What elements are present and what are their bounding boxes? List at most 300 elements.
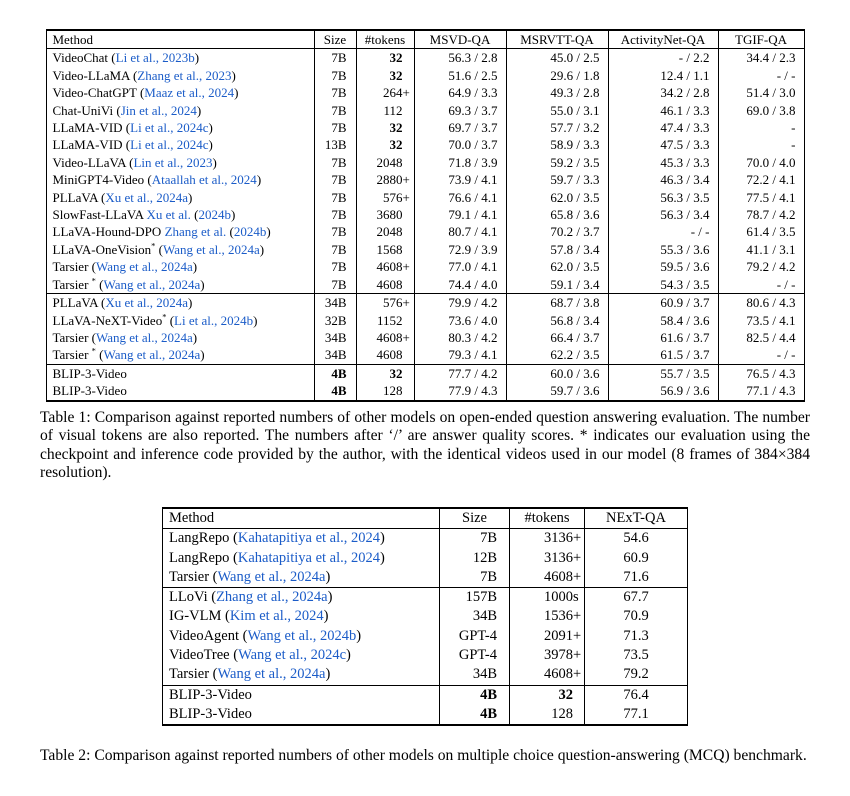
size-cell: 7B bbox=[314, 84, 356, 101]
method-cell bbox=[46, 102, 314, 119]
table-row bbox=[46, 49, 804, 67]
method-text: BLIP-3-Video bbox=[169, 705, 252, 722]
method-text: Tarsier bbox=[52, 276, 92, 292]
method-cell bbox=[46, 258, 314, 275]
score-cell: 72.9 / 3.9 bbox=[414, 241, 506, 258]
size-cell: 12B bbox=[440, 549, 510, 568]
score-cell: - bbox=[718, 136, 804, 153]
score-cell: 41.1 / 3.1 bbox=[718, 241, 804, 258]
method-text: ( bbox=[166, 312, 175, 328]
method-cell bbox=[46, 346, 314, 364]
score-cell: 76.4 bbox=[585, 685, 688, 705]
score-cell: 46.3 / 3.4 bbox=[608, 171, 718, 188]
table-row bbox=[163, 529, 688, 549]
column-header-method: Method bbox=[46, 30, 314, 49]
citation-link[interactable]: Zhang et al., 2023 bbox=[137, 67, 232, 83]
citation-link[interactable]: Zhang et al. bbox=[164, 224, 227, 240]
size-cell: 7B bbox=[440, 568, 510, 588]
method-text: LLaVA-NeXT-Video bbox=[52, 312, 163, 328]
tokens-cell bbox=[356, 206, 414, 223]
method-text: ) bbox=[259, 241, 265, 257]
score-cell: 56.3 / 3.4 bbox=[608, 206, 718, 223]
table-row bbox=[46, 312, 804, 329]
tokens-cell bbox=[356, 223, 414, 240]
method-text: SlowFast-LLaVA bbox=[52, 207, 147, 223]
table-row bbox=[46, 67, 804, 84]
score-cell: 55.7 / 3.5 bbox=[608, 364, 718, 382]
score-cell: 60.9 bbox=[585, 549, 688, 568]
column-header-tokens: #tokens bbox=[356, 30, 414, 49]
score-cell: 77.0 / 4.1 bbox=[414, 258, 506, 275]
method-cell bbox=[163, 665, 440, 685]
method-text: ) bbox=[208, 120, 213, 136]
score-cell: 56.9 / 3.6 bbox=[608, 382, 718, 400]
method-text: ) bbox=[380, 530, 385, 547]
table-row bbox=[46, 329, 804, 346]
table-group bbox=[46, 364, 804, 400]
score-cell: 49.3 / 2.8 bbox=[506, 84, 608, 101]
method-text: ) bbox=[208, 137, 213, 153]
column-header-method: Method bbox=[163, 508, 440, 529]
score-cell: 78.7 / 4.2 bbox=[718, 206, 804, 223]
tokens-cell bbox=[356, 189, 414, 206]
size-cell: 34B bbox=[314, 346, 356, 364]
header-row bbox=[46, 30, 804, 49]
tokens-number: 2048 bbox=[376, 154, 403, 170]
size-cell: 7B bbox=[314, 102, 356, 119]
tokens-number: 1000 bbox=[544, 589, 573, 606]
score-cell: 77.7 / 4.2 bbox=[414, 364, 506, 382]
score-cell: 12.4 / 1.1 bbox=[608, 67, 718, 84]
tokens-cell bbox=[510, 705, 585, 725]
method-text: ( bbox=[155, 241, 163, 257]
tokens-cell bbox=[356, 294, 414, 312]
size-cell: GPT-4 bbox=[440, 646, 510, 665]
tokens-number: 32 bbox=[389, 365, 403, 381]
citation-link[interactable]: Lin et al., 2023 bbox=[133, 154, 213, 170]
table-row bbox=[163, 627, 688, 646]
method-cell bbox=[46, 206, 314, 223]
method-cell bbox=[163, 549, 440, 568]
score-cell: 70.0 / 3.7 bbox=[414, 136, 506, 153]
method-text: ) bbox=[188, 295, 193, 311]
method-text: LangRepo ( bbox=[169, 530, 238, 547]
superscript-star: * bbox=[151, 240, 156, 251]
tokens-cell bbox=[356, 102, 414, 119]
score-cell: 82.5 / 4.4 bbox=[718, 329, 804, 346]
method-text: ) bbox=[231, 67, 236, 83]
tokens-cell bbox=[356, 312, 414, 329]
score-cell: 72.2 / 4.1 bbox=[718, 171, 804, 188]
citation-link[interactable]: Jin et al., 2024 bbox=[120, 102, 197, 118]
table-row bbox=[163, 549, 688, 568]
table-2 bbox=[162, 507, 688, 726]
score-cell: 58.4 / 3.6 bbox=[608, 312, 718, 329]
score-cell: 76.6 / 4.1 bbox=[414, 189, 506, 206]
score-cell: 79.9 / 4.2 bbox=[414, 294, 506, 312]
method-cell bbox=[46, 382, 314, 400]
method-text: MiniGPT4-Video ( bbox=[52, 172, 152, 188]
table-row bbox=[163, 588, 688, 608]
method-text: Tarsier ( bbox=[52, 329, 96, 345]
tokens-number: 128 bbox=[383, 383, 403, 399]
method-cell bbox=[163, 568, 440, 588]
column-header-next-qa: NExT-QA bbox=[585, 508, 688, 529]
method-cell bbox=[163, 607, 440, 626]
score-cell: 71.3 bbox=[585, 627, 688, 646]
method-cell bbox=[46, 312, 314, 329]
size-cell: 7B bbox=[314, 258, 356, 275]
citation-link[interactable]: Wang et al., 2024a bbox=[217, 666, 326, 683]
size-cell: 7B bbox=[440, 529, 510, 549]
method-text: ) bbox=[380, 549, 385, 566]
score-cell: - / - bbox=[718, 346, 804, 364]
score-cell: 71.8 / 3.9 bbox=[414, 154, 506, 171]
tokens-number: 32 bbox=[389, 50, 403, 66]
size-cell: 34B bbox=[440, 665, 510, 685]
tokens-cell bbox=[356, 241, 414, 258]
tokens-cell bbox=[356, 154, 414, 171]
method-text: IG-VLM ( bbox=[169, 608, 230, 625]
score-cell: 73.5 bbox=[585, 646, 688, 665]
score-cell: 57.7 / 3.2 bbox=[506, 119, 608, 136]
tokens-cell bbox=[510, 549, 585, 568]
method-cell bbox=[46, 67, 314, 84]
score-cell: 47.5 / 3.3 bbox=[608, 136, 718, 153]
citation-link[interactable]: Li et al., 2024b bbox=[174, 312, 254, 328]
score-cell: 56.3 / 2.8 bbox=[414, 49, 506, 67]
column-header-activitynet-qa: ActivityNet-QA bbox=[608, 30, 718, 49]
score-cell: 45.0 / 2.5 bbox=[506, 49, 608, 67]
tokens-number: 4608 bbox=[376, 259, 403, 275]
table-row bbox=[46, 84, 804, 101]
method-text: ) bbox=[253, 312, 258, 328]
method-text: VideoTree ( bbox=[169, 646, 239, 663]
tokens-number: 1568 bbox=[376, 241, 403, 257]
score-cell: - / - bbox=[718, 67, 804, 84]
method-cell bbox=[163, 685, 440, 705]
score-cell: 70.2 / 3.7 bbox=[506, 223, 608, 240]
tokens-number: 4608 bbox=[376, 329, 403, 345]
score-cell: 45.3 / 3.3 bbox=[608, 154, 718, 171]
tokens-suffix: + bbox=[402, 329, 410, 345]
method-cell bbox=[46, 154, 314, 171]
score-cell: 79.2 bbox=[585, 665, 688, 685]
score-cell: 70.9 bbox=[585, 607, 688, 626]
method-text: ) bbox=[194, 50, 200, 66]
tokens-suffix: + bbox=[402, 259, 410, 275]
method-text: ( bbox=[226, 224, 234, 240]
tokens-cell bbox=[356, 84, 414, 101]
score-cell: 67.7 bbox=[585, 588, 688, 608]
method-text: LLaMA-VID ( bbox=[52, 137, 131, 153]
method-text: ) bbox=[200, 276, 205, 292]
table-row bbox=[163, 705, 688, 725]
tokens-number: 2880 bbox=[376, 172, 403, 188]
tokens-cell bbox=[356, 49, 414, 67]
method-text: ) bbox=[356, 627, 362, 644]
score-cell: 59.5 / 3.6 bbox=[608, 258, 718, 275]
score-cell: 64.9 / 3.3 bbox=[414, 84, 506, 101]
table-row bbox=[46, 171, 804, 188]
method-text: ) bbox=[327, 589, 333, 606]
citation-link[interactable]: Wang et al., 2024a bbox=[103, 347, 201, 363]
size-cell: 4B bbox=[314, 364, 356, 382]
citation-link[interactable]: 2024b bbox=[233, 224, 267, 240]
table-1-header bbox=[46, 30, 804, 49]
citation-link[interactable]: Wang et al., 2024a bbox=[95, 259, 193, 275]
tokens-suffix: + bbox=[573, 666, 582, 683]
score-cell: 62.2 / 3.5 bbox=[506, 346, 608, 364]
citation-link[interactable]: Xu et al., 2024a bbox=[105, 189, 189, 205]
tokens-cell bbox=[356, 276, 414, 294]
method-text: ) bbox=[323, 608, 329, 625]
tokens-cell bbox=[356, 329, 414, 346]
tokens-number: 576 bbox=[383, 189, 403, 205]
table-group bbox=[163, 685, 688, 725]
tokens-cell bbox=[356, 382, 414, 400]
score-cell: 59.1 / 3.4 bbox=[506, 276, 608, 294]
citation-link[interactable]: Li et al., 2023b bbox=[115, 50, 195, 66]
score-cell: 56.8 / 3.4 bbox=[506, 312, 608, 329]
size-cell: 4B bbox=[314, 382, 356, 400]
tokens-number: 2091 bbox=[544, 627, 573, 644]
score-cell: 62.0 / 3.5 bbox=[506, 189, 608, 206]
citation-link[interactable]: Kahatapitiya et al., 2024 bbox=[237, 549, 380, 566]
method-cell bbox=[163, 588, 440, 608]
score-cell: 73.9 / 4.1 bbox=[414, 171, 506, 188]
tokens-cell bbox=[510, 685, 585, 705]
superscript-star: * bbox=[91, 346, 96, 356]
tokens-cell bbox=[510, 627, 585, 646]
method-text: LangRepo ( bbox=[169, 549, 238, 566]
score-cell: 54.6 bbox=[585, 529, 688, 549]
tokens-suffix: + bbox=[402, 189, 410, 205]
citation-link[interactable]: Xu et al. bbox=[146, 207, 191, 223]
tokens-number: 32 bbox=[389, 67, 403, 83]
tokens-number: 32 bbox=[389, 120, 403, 136]
method-cell bbox=[163, 646, 440, 665]
citation-link[interactable]: Wang et al., 2024c bbox=[238, 646, 347, 663]
score-cell: 77.1 / 4.3 bbox=[718, 382, 804, 400]
table-1-caption: Table 1: Comparison against reported numbers of other models on open-ended question answering evaluation. The number of visual tokens are also reported. The numbers after ‘/’ are answer quality scores. * indicates our evaluation using the checkpoint and inference code provided by the author, with the identical videos used in our model (8 frames of 384×384 resolution). bbox=[40, 408, 810, 482]
table-row bbox=[46, 154, 804, 171]
method-cell bbox=[163, 705, 440, 725]
tokens-suffix: + bbox=[573, 627, 582, 644]
table-row bbox=[46, 258, 804, 275]
tokens-number: 3136 bbox=[544, 530, 573, 547]
citation-link[interactable]: Li et al., 2024c bbox=[130, 137, 209, 153]
score-cell: 46.1 / 3.3 bbox=[608, 102, 718, 119]
score-cell: - / - bbox=[718, 276, 804, 294]
tokens-number: 3136 bbox=[544, 549, 573, 566]
method-text: PLLaVA ( bbox=[52, 295, 106, 311]
score-cell: 76.5 / 4.3 bbox=[718, 364, 804, 382]
size-cell: 7B bbox=[314, 189, 356, 206]
tokens-number: 4608 bbox=[376, 347, 403, 363]
method-text: ) bbox=[196, 102, 202, 118]
size-cell: 13B bbox=[314, 136, 356, 153]
citation-link[interactable]: Li et al., 2024c bbox=[130, 120, 209, 136]
method-text: ) bbox=[325, 666, 331, 683]
score-cell: 77.9 / 4.3 bbox=[414, 382, 506, 400]
method-text: BLIP-3-Video bbox=[52, 383, 127, 399]
score-cell: 73.5 / 4.1 bbox=[718, 312, 804, 329]
size-cell: 7B bbox=[314, 171, 356, 188]
table-1 bbox=[46, 29, 805, 402]
table-row bbox=[163, 646, 688, 665]
size-cell: 157B bbox=[440, 588, 510, 608]
tokens-suffix: + bbox=[402, 85, 410, 101]
method-text: BLIP-3-Video bbox=[52, 365, 127, 381]
tokens-number: 112 bbox=[383, 102, 403, 118]
tokens-number: 3978 bbox=[544, 646, 573, 663]
tokens-number: 4608 bbox=[376, 276, 403, 292]
size-cell: 7B bbox=[314, 154, 356, 171]
method-text: ) bbox=[234, 85, 239, 101]
score-cell: 66.4 / 3.7 bbox=[506, 329, 608, 346]
method-cell bbox=[46, 364, 314, 382]
table-group bbox=[46, 49, 804, 294]
score-cell: 68.7 / 3.8 bbox=[506, 294, 608, 312]
tokens-number: 576 bbox=[383, 295, 403, 311]
method-cell bbox=[163, 529, 440, 549]
tokens-cell bbox=[510, 568, 585, 588]
tokens-number: 264 bbox=[383, 85, 403, 101]
table-row bbox=[163, 568, 688, 588]
method-cell bbox=[46, 276, 314, 294]
method-text: Tarsier ( bbox=[169, 568, 218, 585]
table-2-caption: Table 2: Comparison against reported numbers of other models on multiple choice question-answering (MCQ) benchmark. bbox=[40, 747, 807, 765]
tokens-suffix: + bbox=[402, 295, 410, 311]
score-cell: 34.2 / 2.8 bbox=[608, 84, 718, 101]
score-cell: 79.1 / 4.1 bbox=[414, 206, 506, 223]
score-cell: 79.2 / 4.2 bbox=[718, 258, 804, 275]
score-cell: 29.6 / 1.8 bbox=[506, 67, 608, 84]
citation-link[interactable]: Wang et al., 2024a bbox=[95, 329, 193, 345]
score-cell: 58.9 / 3.3 bbox=[506, 136, 608, 153]
method-text: ) bbox=[192, 259, 198, 275]
method-cell bbox=[46, 223, 314, 240]
tokens-number: 32 bbox=[389, 137, 403, 153]
size-cell: GPT-4 bbox=[440, 627, 510, 646]
score-cell: 69.3 / 3.7 bbox=[414, 102, 506, 119]
method-text: Video-ChatGPT ( bbox=[52, 85, 145, 101]
column-header-size: Size bbox=[440, 508, 510, 529]
method-text: ) bbox=[192, 329, 198, 345]
table-row bbox=[46, 102, 804, 119]
tokens-cell bbox=[356, 136, 414, 153]
method-text: ) bbox=[266, 224, 271, 240]
citation-link[interactable]: Kim et al., 2024 bbox=[229, 608, 324, 625]
size-cell: 7B bbox=[314, 206, 356, 223]
table-row bbox=[46, 223, 804, 240]
table-row bbox=[46, 206, 804, 223]
method-cell bbox=[46, 329, 314, 346]
score-cell: 59.7 / 3.3 bbox=[506, 171, 608, 188]
table-row bbox=[46, 364, 804, 382]
size-cell: 7B bbox=[314, 276, 356, 294]
score-cell: 61.5 / 3.7 bbox=[608, 346, 718, 364]
method-cell bbox=[46, 49, 314, 67]
tokens-number: 128 bbox=[551, 705, 573, 722]
score-cell: 80.7 / 4.1 bbox=[414, 223, 506, 240]
citation-link[interactable]: Wang et al., 2024a bbox=[162, 241, 260, 257]
method-text: ) bbox=[212, 154, 217, 170]
score-cell: 80.6 / 4.3 bbox=[718, 294, 804, 312]
citation-link[interactable]: Maaz et al., 2024 bbox=[144, 85, 235, 101]
table-row bbox=[46, 346, 804, 364]
tokens-number: 32 bbox=[558, 686, 573, 703]
citation-link[interactable]: Kahatapitiya et al., 2024 bbox=[237, 530, 380, 547]
method-text: VideoChat ( bbox=[52, 50, 116, 66]
tokens-cell bbox=[510, 588, 585, 608]
size-cell: 34B bbox=[314, 329, 356, 346]
table-row bbox=[46, 382, 804, 400]
score-cell: 70.0 / 4.0 bbox=[718, 154, 804, 171]
score-cell: 56.3 / 3.5 bbox=[608, 189, 718, 206]
score-cell: 59.7 / 3.6 bbox=[506, 382, 608, 400]
score-cell: 51.4 / 3.0 bbox=[718, 84, 804, 101]
score-cell: 47.4 / 3.3 bbox=[608, 119, 718, 136]
tokens-cell bbox=[510, 665, 585, 685]
tokens-cell bbox=[356, 171, 414, 188]
column-header-size: Size bbox=[314, 30, 356, 49]
table-row bbox=[46, 119, 804, 136]
citation-link[interactable]: Ataallah et al., 2024 bbox=[151, 172, 257, 188]
table-2-header bbox=[163, 508, 688, 529]
method-cell bbox=[46, 189, 314, 206]
tokens-cell bbox=[356, 67, 414, 84]
size-cell: 4B bbox=[440, 685, 510, 705]
method-text: ( bbox=[95, 347, 104, 363]
size-cell: 7B bbox=[314, 223, 356, 240]
size-cell: 4B bbox=[440, 705, 510, 725]
method-text: ( bbox=[190, 207, 199, 223]
tokens-cell bbox=[510, 646, 585, 665]
score-cell: 69.7 / 3.7 bbox=[414, 119, 506, 136]
score-cell: 61.4 / 3.5 bbox=[718, 223, 804, 240]
score-cell: 79.3 / 4.1 bbox=[414, 346, 506, 364]
tokens-number: 3680 bbox=[376, 207, 403, 223]
citation-link[interactable]: Wang et al., 2024b bbox=[247, 627, 357, 644]
tokens-suffix: + bbox=[573, 549, 582, 566]
score-cell: 51.6 / 2.5 bbox=[414, 67, 506, 84]
tokens-number: 4608 bbox=[544, 568, 573, 585]
header-row bbox=[163, 508, 688, 529]
superscript-star: * bbox=[162, 311, 167, 322]
method-text: Video-LLaMA ( bbox=[52, 67, 138, 83]
citation-link[interactable]: 2024b bbox=[198, 207, 232, 223]
method-cell bbox=[46, 171, 314, 188]
citation-link[interactable]: Zhang et al., 2024a bbox=[216, 589, 328, 606]
method-text: Tarsier ( bbox=[169, 666, 218, 683]
tokens-cell bbox=[356, 258, 414, 275]
method-text: ) bbox=[200, 347, 205, 363]
score-cell: 61.6 / 3.7 bbox=[608, 329, 718, 346]
method-text: LLaMA-VID ( bbox=[52, 120, 131, 136]
score-cell: 60.9 / 3.7 bbox=[608, 294, 718, 312]
citation-link[interactable]: Wang et al., 2024a bbox=[103, 276, 201, 292]
citation-link[interactable]: Wang et al., 2024a bbox=[217, 568, 326, 585]
method-text: ) bbox=[346, 646, 351, 663]
method-text: ) bbox=[188, 189, 193, 205]
citation-link[interactable]: Xu et al., 2024a bbox=[105, 295, 189, 311]
tokens-cell bbox=[356, 346, 414, 364]
tokens-suffix: + bbox=[402, 172, 410, 188]
score-cell: 77.5 / 4.1 bbox=[718, 189, 804, 206]
tokens-number: 4608 bbox=[544, 666, 573, 683]
